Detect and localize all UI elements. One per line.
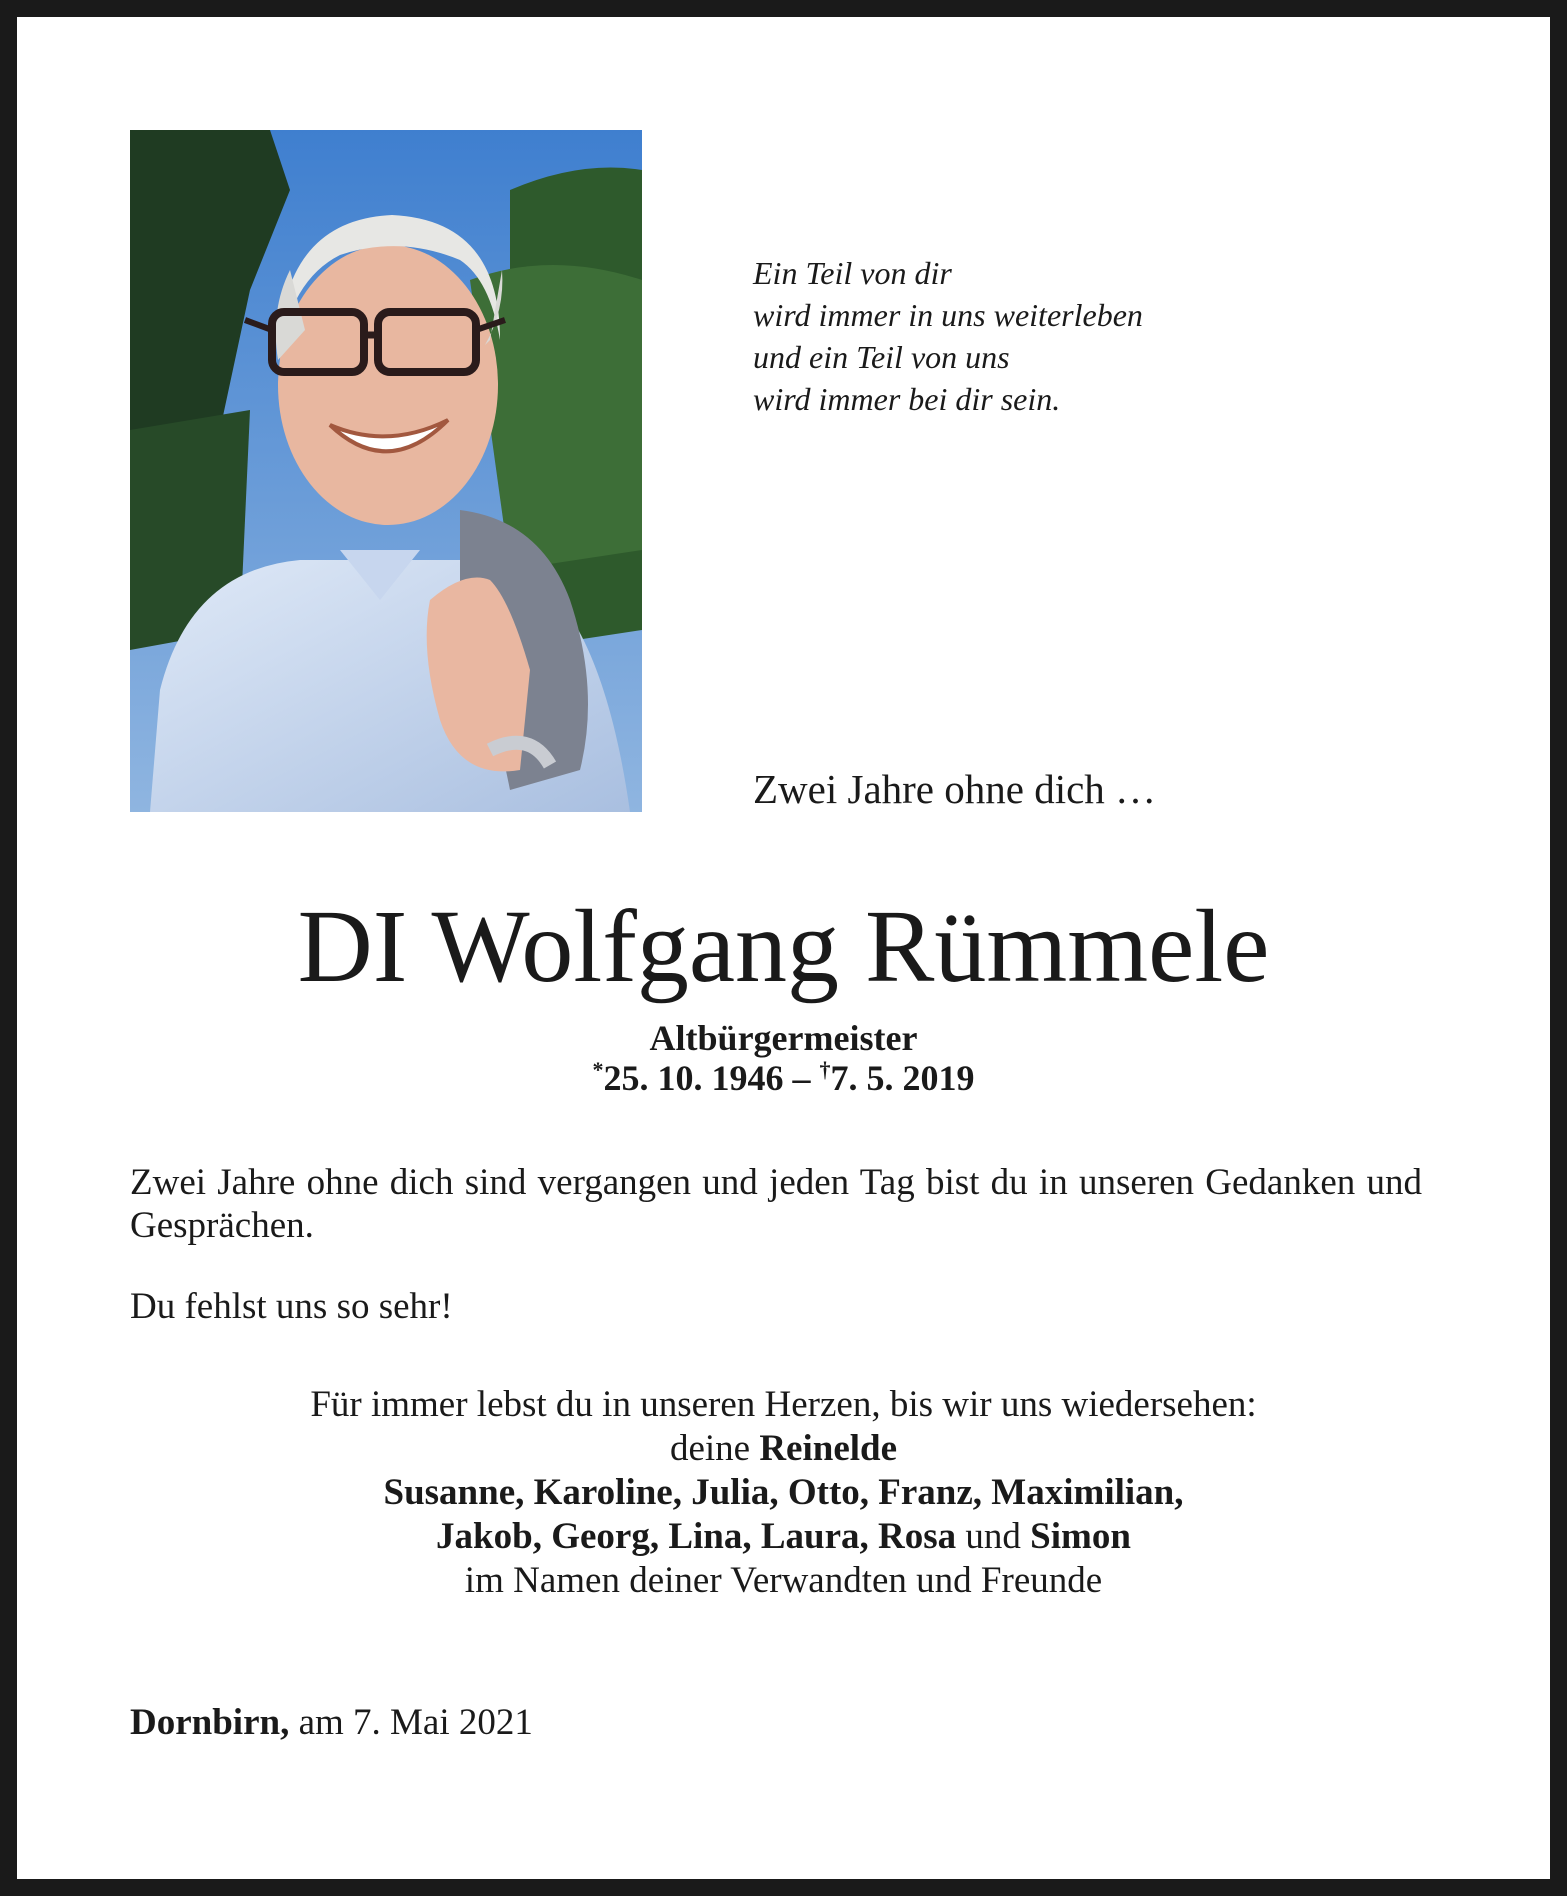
closing-conjunction: und: [956, 1516, 1031, 1557]
memorial-poem: [753, 252, 1143, 420]
place-and-date: [130, 1701, 533, 1744]
place-date: am 7. Mai 2021: [289, 1702, 533, 1743]
grandchildren-names: Jakob, Georg, Lina, Laura, Rosa: [436, 1516, 957, 1557]
poem-line: und ein Teil von uns: [753, 339, 1010, 375]
portrait-image: [130, 130, 642, 812]
death-symbol: †: [819, 1057, 831, 1082]
poem-line: Ein Teil von dir: [753, 255, 952, 291]
closing-line: Für immer lebst du in unseren Herzen, bis wir uns wiedersehen:: [310, 1384, 1257, 1425]
closing-prefix: deine: [669, 1428, 760, 1469]
last-grandchild-name: Simon: [1030, 1516, 1131, 1557]
deceased-name: DI Wolfgang Rümmele: [297, 889, 1270, 1004]
intro-line: Zwei Jahre ohne dich …: [753, 766, 1157, 812]
birth-symbol: *: [592, 1057, 604, 1082]
birth-date: 25. 10. 1946: [603, 1058, 784, 1098]
poem-line: wird immer bei dir sein.: [753, 381, 1061, 417]
wife-name: Reinelde: [759, 1428, 898, 1469]
closing-line-grandchildren: [17, 1515, 1550, 1559]
memorial-paragraph: Zwei Jahre ohne dich sind vergangen und jeden Tag bist du in unseren Gedanken und Gesprächen.: [130, 1162, 1422, 1246]
portrait-photo: [130, 130, 642, 812]
date-separator: –: [783, 1058, 820, 1098]
deceased-title: Altbürgermeister: [649, 1018, 918, 1058]
place-city: Dornbirn,: [130, 1702, 290, 1743]
closing-line-children: [17, 1471, 1550, 1515]
obituary-page: [17, 17, 1550, 1879]
poem-line: wird immer in uns weiterleben: [753, 297, 1143, 333]
miss-line: Du fehlst uns so sehr!: [130, 1286, 453, 1327]
closing-line: im Namen deiner Verwandten und Freunde: [464, 1560, 1103, 1601]
life-dates: [17, 1057, 1550, 1099]
children-names: Susanne, Karoline, Julia, Otto, Franz, Maximilian,: [383, 1472, 1184, 1513]
death-date: 7. 5. 2019: [830, 1058, 975, 1098]
family-closing: [17, 1383, 1550, 1603]
closing-line-wife: [17, 1427, 1550, 1471]
